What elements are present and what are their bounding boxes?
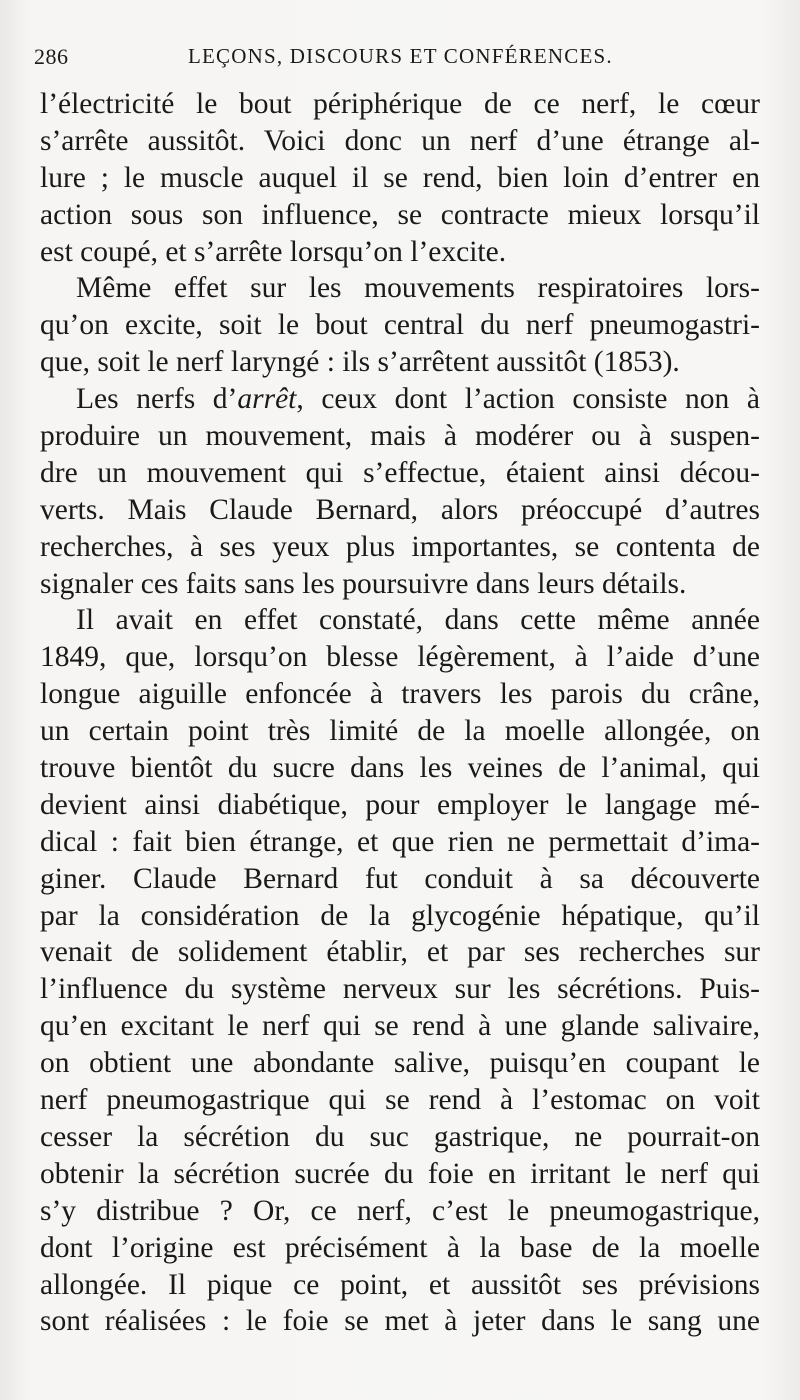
- text-line: par la considération de la glycogénie hépatique, qu’il: [40, 899, 760, 932]
- text-line: qu’en excitant le nerf qui se rend à une glande salivaire,: [40, 1010, 760, 1043]
- text-line: trouve bientôt du sucre dans les veines de l’animal, qui: [40, 752, 760, 785]
- page-number: 286: [34, 44, 69, 69]
- running-title: LEÇONS, DISCOURS ET CONFÉRENCES.: [188, 44, 613, 68]
- text-line: que, soit le nerf laryngé : ils s’arrêtent aussitôt (1853).: [40, 346, 680, 379]
- text-line: Les nerfs d’arrêt, ceux dont l’action consiste non à: [76, 383, 760, 416]
- paragraph-4: [40, 602, 760, 1340]
- text-line: cesser la sécrétion du suc gastrique, ne pourrait-on: [40, 1120, 760, 1153]
- text-line: giner. Claude Bernard fut conduit à sa découverte: [40, 862, 760, 895]
- text-line: produire un mouvement, mais à modérer ou à suspen-: [40, 420, 760, 453]
- paragraph-1: [40, 86, 760, 270]
- text-line: dre un mouvement qui s’effectue, étaient ainsi décou-: [40, 456, 760, 489]
- text-line: qu’on excite, soit le bout central du nerf pneumogastri-: [40, 309, 760, 342]
- text-line: s’y distribue ? Or, ce nerf, c’est le pneumogastrique,: [40, 1194, 760, 1227]
- text-line: est coupé, et s’arrête lorsqu’on l’excite.: [40, 235, 507, 268]
- paragraph-3: [40, 381, 760, 602]
- text-line: 1849, que, lorsqu’on blesse légèrement, à l’aide d’une: [40, 641, 760, 674]
- text-line: un certain point très limité de la moelle allongée, on: [40, 715, 760, 748]
- paragraph-2: [40, 270, 760, 381]
- text-line: s’arrête aussitôt. Voici donc un nerf d’une étrange al-: [40, 124, 760, 157]
- text-line: venait de solidement établir, et par ses recherches sur: [40, 936, 760, 969]
- text-line: recherches, à ses yeux plus importantes, se contenta de: [40, 530, 760, 563]
- text-line: action sous son influence, se contracte mieux lorsqu’il: [40, 198, 760, 231]
- page-header: [34, 44, 774, 76]
- text-line: Même effet sur les mouvements respiratoires lors-: [76, 272, 760, 305]
- body-text: [40, 86, 760, 1340]
- italic-term: arrêt: [237, 383, 297, 416]
- text-line: allongée. Il pique ce point, et aussitôt ses prévisions: [40, 1268, 760, 1301]
- text-line: on obtient une abondante salive, puisqu’en coupant le: [40, 1047, 760, 1080]
- text-line: Il avait en effet constaté, dans cette même année: [76, 604, 760, 637]
- text-line: dont l’origine est précisément à la base de la moelle: [40, 1231, 760, 1264]
- text-line: l’électricité le bout périphérique de ce nerf, le cœur: [40, 88, 760, 120]
- text-line: lure ; le muscle auquel il se rend, bien loin d’entrer en: [40, 161, 760, 194]
- text-line: sont réalisées : le foie se met à jeter dans le sang une: [40, 1305, 760, 1338]
- text-line: longue aiguille enfoncée à travers les parois du crâne,: [40, 678, 760, 711]
- text-line: l’influence du système nerveux sur les sécrétions. Puis-: [40, 973, 760, 1006]
- text-line: devient ainsi diabétique, pour employer le langage mé-: [40, 788, 760, 821]
- text-line: dical : fait bien étrange, et que rien ne permettait d’ima-: [40, 825, 760, 858]
- text-line: signaler ces faits sans les poursuivre dans leurs détails.: [40, 567, 687, 600]
- text-line: obtenir la sécrétion sucrée du foie en irritant le nerf qui: [40, 1157, 760, 1190]
- text-line: nerf pneumogastrique qui se rend à l’estomac on voit: [40, 1084, 760, 1117]
- text-line: verts. Mais Claude Bernard, alors préoccupé d’autres: [40, 493, 760, 526]
